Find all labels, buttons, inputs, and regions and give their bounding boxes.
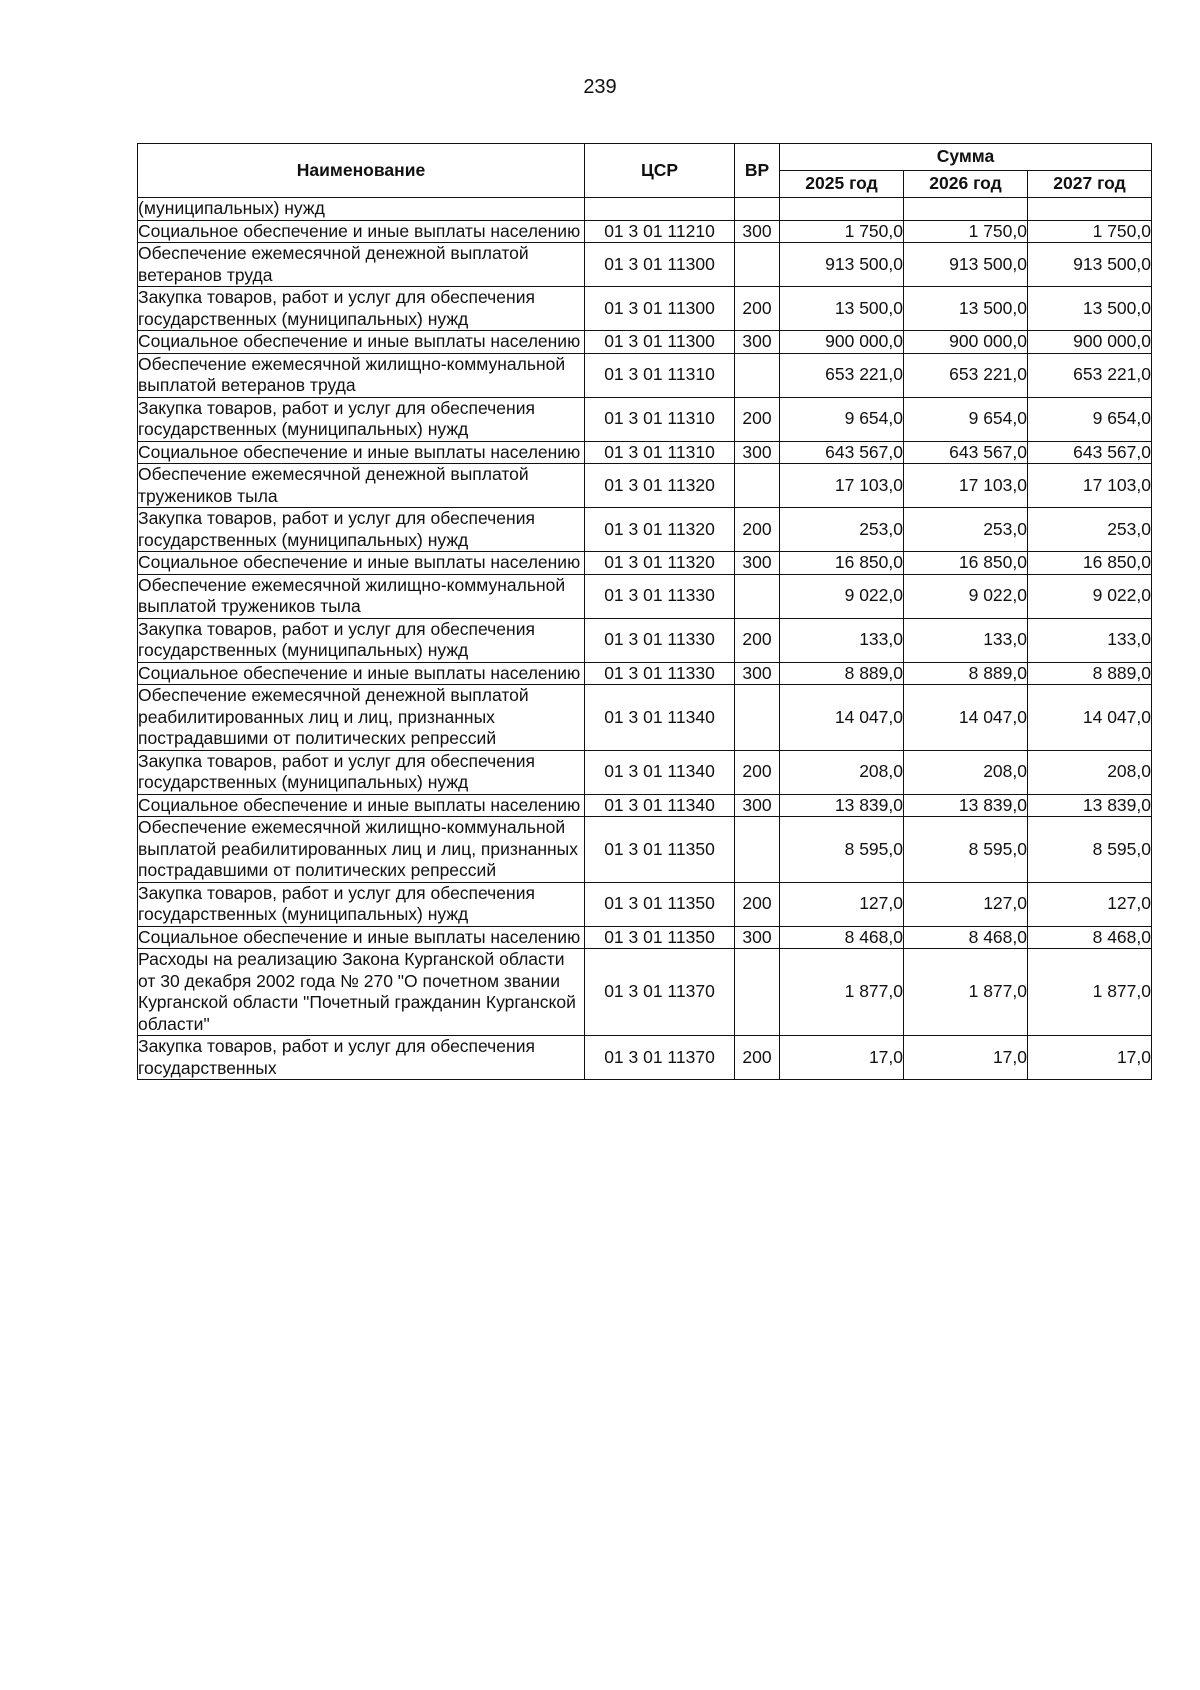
cell-sum-2026: 9 654,0 [904, 397, 1028, 441]
cell-vr [735, 353, 780, 397]
cell-sum-2026: 133,0 [904, 618, 1028, 662]
table-row [138, 243, 1152, 287]
cell-sum-2027: 900 000,0 [1028, 331, 1152, 354]
cell-sum-2025: 900 000,0 [780, 331, 904, 354]
cell-sum-2026: 900 000,0 [904, 331, 1028, 354]
cell-csr: 01 3 01 11300 [585, 287, 735, 331]
cell-sum-2026: 8 468,0 [904, 926, 1028, 949]
cell-csr: 01 3 01 11300 [585, 331, 735, 354]
cell-vr [735, 464, 780, 508]
cell-sum-2025: 13 839,0 [780, 794, 904, 817]
column-header-vr: ВР [735, 144, 780, 198]
cell-sum-2027: 16 850,0 [1028, 552, 1152, 575]
cell-sum-2026: 17,0 [904, 1036, 1028, 1080]
cell-sum-2027: 8 468,0 [1028, 926, 1152, 949]
cell-sum-2027: 653 221,0 [1028, 353, 1152, 397]
cell-csr: 01 3 01 11350 [585, 926, 735, 949]
cell-sum-2027: 17 103,0 [1028, 464, 1152, 508]
cell-vr: 200 [735, 1036, 780, 1080]
cell-vr [735, 817, 780, 883]
cell-vr: 300 [735, 331, 780, 354]
cell-sum-2025: 16 850,0 [780, 552, 904, 575]
cell-name: Обеспечение ежемесячной денежной выплатой реабилитированных лиц и лиц, признанных пострадавшими от политических репрессий [138, 685, 585, 751]
cell-name: Обеспечение ежемесячной денежной выплатой тружеников тыла [138, 464, 585, 508]
table-row [138, 1036, 1152, 1080]
cell-sum-2025: 127,0 [780, 882, 904, 926]
table-row [138, 552, 1152, 575]
cell-vr: 200 [735, 508, 780, 552]
cell-sum-2026: 1 877,0 [904, 949, 1028, 1036]
cell-csr: 01 3 01 11330 [585, 662, 735, 685]
cell-vr [735, 198, 780, 221]
table-body [138, 198, 1152, 1080]
cell-sum-2025: 9 654,0 [780, 397, 904, 441]
cell-vr [735, 685, 780, 751]
cell-name: Закупка товаров, работ и услуг для обеспечения государственных (муниципальных) нужд [138, 397, 585, 441]
cell-name: Закупка товаров, работ и услуг для обеспечения государственных (муниципальных) нужд [138, 882, 585, 926]
table-row [138, 331, 1152, 354]
cell-sum-2025: 913 500,0 [780, 243, 904, 287]
table-row [138, 287, 1152, 331]
cell-vr [735, 949, 780, 1036]
cell-csr: 01 3 01 11320 [585, 464, 735, 508]
cell-sum-2025: 8 889,0 [780, 662, 904, 685]
cell-sum-2026: 17 103,0 [904, 464, 1028, 508]
cell-vr: 300 [735, 552, 780, 575]
cell-name: Закупка товаров, работ и услуг для обеспечения государственных (муниципальных) нужд [138, 287, 585, 331]
cell-csr: 01 3 01 11340 [585, 794, 735, 817]
cell-csr: 01 3 01 11310 [585, 353, 735, 397]
cell-vr: 200 [735, 397, 780, 441]
cell-sum-2027: 1 750,0 [1028, 220, 1152, 243]
cell-sum-2027: 133,0 [1028, 618, 1152, 662]
cell-sum-2025: 17 103,0 [780, 464, 904, 508]
cell-sum-2026: 13 839,0 [904, 794, 1028, 817]
cell-sum-2026: 16 850,0 [904, 552, 1028, 575]
table-row [138, 882, 1152, 926]
cell-sum-2027: 13 839,0 [1028, 794, 1152, 817]
cell-name: Закупка товаров, работ и услуг для обеспечения государственных (муниципальных) нужд [138, 508, 585, 552]
cell-name: Обеспечение ежемесячной денежной выплатой ветеранов труда [138, 243, 585, 287]
table-row [138, 353, 1152, 397]
cell-csr: 01 3 01 11340 [585, 685, 735, 751]
cell-sum-2025: 1 877,0 [780, 949, 904, 1036]
cell-sum-2025: 1 750,0 [780, 220, 904, 243]
cell-sum-2026 [904, 198, 1028, 221]
cell-sum-2025: 643 567,0 [780, 441, 904, 464]
cell-sum-2026: 643 567,0 [904, 441, 1028, 464]
cell-sum-2027: 8 889,0 [1028, 662, 1152, 685]
cell-sum-2026: 8 595,0 [904, 817, 1028, 883]
cell-csr: 01 3 01 11350 [585, 882, 735, 926]
table-row [138, 198, 1152, 221]
cell-name: Социальное обеспечение и иные выплаты населению [138, 220, 585, 243]
column-header-2025: 2025 год [780, 171, 904, 198]
cell-sum-2027: 9 022,0 [1028, 574, 1152, 618]
cell-csr: 01 3 01 11350 [585, 817, 735, 883]
cell-sum-2027: 127,0 [1028, 882, 1152, 926]
table-row [138, 574, 1152, 618]
cell-vr: 200 [735, 287, 780, 331]
cell-sum-2026: 913 500,0 [904, 243, 1028, 287]
cell-name: (муниципальных) нужд [138, 198, 585, 221]
cell-csr: 01 3 01 11340 [585, 750, 735, 794]
cell-name: Закупка товаров, работ и услуг для обеспечения государственных (муниципальных) нужд [138, 618, 585, 662]
cell-sum-2027: 253,0 [1028, 508, 1152, 552]
cell-sum-2025: 8 595,0 [780, 817, 904, 883]
cell-sum-2025: 133,0 [780, 618, 904, 662]
cell-sum-2026: 13 500,0 [904, 287, 1028, 331]
cell-name: Социальное обеспечение и иные выплаты населению [138, 662, 585, 685]
cell-sum-2026: 14 047,0 [904, 685, 1028, 751]
cell-csr: 01 3 01 11330 [585, 574, 735, 618]
cell-vr [735, 574, 780, 618]
table-row [138, 508, 1152, 552]
cell-sum-2025 [780, 198, 904, 221]
cell-name: Обеспечение ежемесячной жилищно-коммунальной выплатой реабилитированных лиц и лиц, признанных пострадавшими от политических репрессий [138, 817, 585, 883]
cell-name: Расходы на реализацию Закона Курганской области от 30 декабря 2002 года № 270 "О почетном звании Курганской области "Почетный гражданин Курганской области" [138, 949, 585, 1036]
cell-name: Обеспечение ежемесячной жилищно-коммунальной выплатой тружеников тыла [138, 574, 585, 618]
cell-vr: 200 [735, 750, 780, 794]
table-row [138, 662, 1152, 685]
cell-sum-2025: 13 500,0 [780, 287, 904, 331]
cell-sum-2025: 653 221,0 [780, 353, 904, 397]
cell-csr: 01 3 01 11320 [585, 552, 735, 575]
cell-sum-2025: 14 047,0 [780, 685, 904, 751]
cell-name: Социальное обеспечение и иные выплаты населению [138, 331, 585, 354]
cell-sum-2026: 1 750,0 [904, 220, 1028, 243]
cell-vr: 200 [735, 882, 780, 926]
cell-sum-2025: 17,0 [780, 1036, 904, 1080]
table-row [138, 750, 1152, 794]
cell-vr: 300 [735, 441, 780, 464]
cell-sum-2027 [1028, 198, 1152, 221]
table-row [138, 817, 1152, 883]
cell-sum-2026: 127,0 [904, 882, 1028, 926]
cell-sum-2027: 17,0 [1028, 1036, 1152, 1080]
table-row [138, 618, 1152, 662]
cell-sum-2027: 913 500,0 [1028, 243, 1152, 287]
table-row [138, 464, 1152, 508]
table-row [138, 685, 1152, 751]
cell-name: Социальное обеспечение и иные выплаты населению [138, 552, 585, 575]
cell-sum-2026: 8 889,0 [904, 662, 1028, 685]
column-header-csr: ЦСР [585, 144, 735, 198]
table-row [138, 220, 1152, 243]
cell-sum-2027: 9 654,0 [1028, 397, 1152, 441]
cell-csr: 01 3 01 11370 [585, 949, 735, 1036]
cell-vr: 300 [735, 926, 780, 949]
table-row [138, 397, 1152, 441]
column-header-sum: Сумма [780, 144, 1152, 171]
cell-csr: 01 3 01 11330 [585, 618, 735, 662]
cell-csr: 01 3 01 11300 [585, 243, 735, 287]
cell-sum-2025: 253,0 [780, 508, 904, 552]
cell-csr: 01 3 01 11320 [585, 508, 735, 552]
cell-csr [585, 198, 735, 221]
cell-sum-2027: 14 047,0 [1028, 685, 1152, 751]
table-row [138, 794, 1152, 817]
cell-vr: 200 [735, 618, 780, 662]
cell-name: Закупка товаров, работ и услуг для обеспечения государственных (муниципальных) нужд [138, 750, 585, 794]
cell-sum-2026: 253,0 [904, 508, 1028, 552]
cell-sum-2026: 653 221,0 [904, 353, 1028, 397]
table-row [138, 949, 1152, 1036]
cell-vr: 300 [735, 220, 780, 243]
cell-vr [735, 243, 780, 287]
cell-vr: 300 [735, 662, 780, 685]
cell-sum-2025: 9 022,0 [780, 574, 904, 618]
column-header-2027: 2027 год [1028, 171, 1152, 198]
budget-table [137, 143, 1152, 1080]
cell-sum-2025: 8 468,0 [780, 926, 904, 949]
cell-name: Социальное обеспечение и иные выплаты населению [138, 926, 585, 949]
page-number: 239 [583, 76, 617, 98]
column-header-name: Наименование [138, 144, 585, 198]
table-row [138, 926, 1152, 949]
cell-csr: 01 3 01 11210 [585, 220, 735, 243]
cell-name: Обеспечение ежемесячной жилищно-коммунальной выплатой ветеранов труда [138, 353, 585, 397]
cell-name: Закупка товаров, работ и услуг для обеспечения государственных [138, 1036, 585, 1080]
cell-name: Социальное обеспечение и иные выплаты населению [138, 441, 585, 464]
cell-name: Социальное обеспечение и иные выплаты населению [138, 794, 585, 817]
cell-csr: 01 3 01 11370 [585, 1036, 735, 1080]
cell-sum-2027: 13 500,0 [1028, 287, 1152, 331]
cell-sum-2027: 208,0 [1028, 750, 1152, 794]
cell-sum-2027: 8 595,0 [1028, 817, 1152, 883]
cell-sum-2025: 208,0 [780, 750, 904, 794]
cell-sum-2026: 9 022,0 [904, 574, 1028, 618]
cell-sum-2027: 643 567,0 [1028, 441, 1152, 464]
cell-vr: 300 [735, 794, 780, 817]
cell-sum-2027: 1 877,0 [1028, 949, 1152, 1036]
cell-csr: 01 3 01 11310 [585, 397, 735, 441]
table-row [138, 441, 1152, 464]
column-header-2026: 2026 год [904, 171, 1028, 198]
cell-sum-2026: 208,0 [904, 750, 1028, 794]
cell-csr: 01 3 01 11310 [585, 441, 735, 464]
